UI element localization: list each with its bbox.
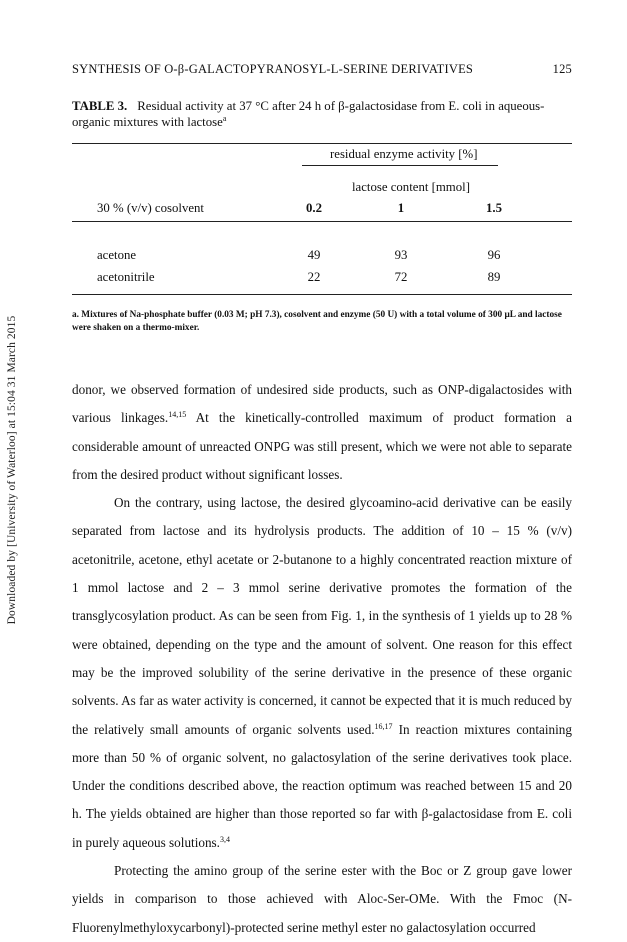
citation: 3,4 (219, 834, 230, 844)
table-label: TABLE 3. (72, 99, 128, 113)
table-cell: 22 (307, 270, 321, 284)
paragraph: Protecting the amino group of the serine ester with the Boc or Z group gave lower yields in comparison to those achieved with Aloc-Ser-OMe. With the Fmoc (N-Fluorenylmethyloxycarbonyl)-protected serine methyl ester no galactosylation occurred (72, 863, 572, 935)
table-spanner-header: residual enzyme activity [%] (330, 147, 478, 161)
table-header-rule (72, 221, 572, 222)
column-header: 1 (397, 201, 405, 215)
citation: 16,17 (374, 721, 393, 731)
row-label-acetone: acetone (97, 248, 137, 262)
paragraph-text: On the contrary, using lactose, the desired glycoamino-acid derivative can be easily separated from lactose and its hydrolysis products. The addition of 10 – 15 % (v/v) acetonitrile, acetone, ethyl acetate or 2-butanone to a highly concentrated reaction mixture of 1 mmol lactose and 2 – 3 mmol serine derivative promotes the formation of the transglycosylation product. As can be seen from Fig. 1, in the synthesis of 1 yields up to 28 % were obtained, depending on the type and the amount of solvent. One reason for this effect may be the improved solubility of the serine derivative in the presence of these organic solvents. As far as water activity is concerned, it cannot be expected that it is much reduced by the relatively small amounts of organic solvents used. (72, 495, 572, 737)
paragraph-text: In reaction mixtures containing more than 50 % of organic solvent, no galactosylation of the serine derivatives took place. Under the conditions described above, the reaction optimum was reached between 15 and 20 h. The yields obtained are higher than those reported so far with β-galactosidase from E. coli in purely aqueous solutions. (72, 721, 572, 850)
caption-footnote-marker: a (222, 114, 227, 123)
paragraph-text: At the kinetically-controlled maximum of product formation a considerable amount of unreacted ONPG was still present, which we were not able to separate from the desired product without significant losses. (72, 410, 572, 482)
running-head (72, 62, 572, 77)
table-footnote: a. Mixtures of Na-phosphate buffer (0.03 M; pH 7.3), cosolvent and enzyme (50 U) with a total volume of 300 μL and lactose were shaken on a thermo-mixer. (72, 310, 562, 333)
running-title: SYNTHESIS OF O-β-GALACTOPYRANOSYL-L-SERINE DERIVATIVES (72, 62, 474, 76)
column-header: 1.5 (486, 201, 502, 215)
download-watermark (0, 260, 24, 680)
column-header: 0.2 (306, 201, 322, 215)
table-cell: 96 (487, 248, 501, 262)
table-cell: 89 (487, 270, 501, 284)
citation: 14,15 (168, 410, 187, 420)
table-top-rule (72, 143, 572, 144)
body-text (72, 376, 572, 942)
table-cell: 49 (307, 248, 321, 262)
table-caption-text: Residual activity at 37 °C after 24 h of β-galactosidase from E. coli in aqueous-organic mixtures with lactose (72, 99, 545, 129)
table-cell: 93 (394, 248, 408, 262)
table-caption (72, 98, 572, 130)
row-label-acetonitrile: acetonitrile (97, 270, 155, 284)
paragraph (72, 376, 572, 489)
paragraph (72, 489, 572, 857)
row-header: 30 % (v/v) cosolvent (97, 201, 204, 215)
table-cell: 72 (394, 270, 408, 284)
download-note: Downloaded by [University of Waterloo] at 15:04 31 March 2015 (6, 315, 18, 625)
paragraph-text: donor, we observed formation of undesired side products, such as ONP-digalactosides with various linkages. (72, 382, 572, 426)
spanner-rule (302, 165, 498, 166)
page-number: 125 (552, 62, 572, 76)
table-subheader: lactose content [mmol] (352, 180, 470, 194)
table-bottom-rule (72, 294, 572, 295)
